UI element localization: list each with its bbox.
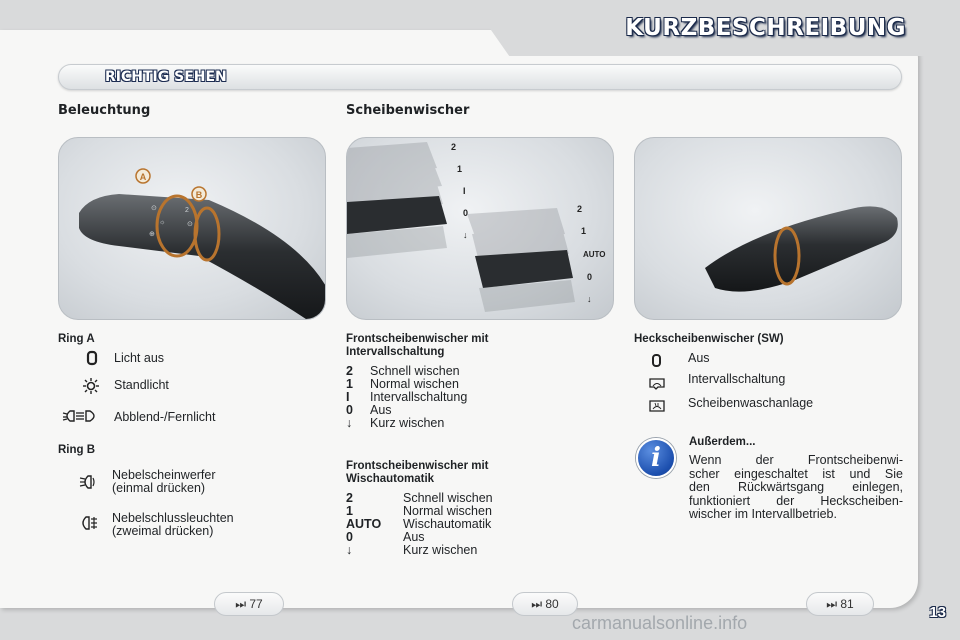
front-interval-title-line1: Frontscheibenwischer mit xyxy=(346,333,489,345)
front-auto-title xyxy=(346,460,489,486)
row-key: 0 xyxy=(346,530,353,544)
mark-top-1: 1 xyxy=(457,164,463,174)
row-text: Normal wischen xyxy=(370,377,459,391)
goto-page-81-button[interactable]: ⏭ 81 xyxy=(806,592,874,616)
rear-washer-icon xyxy=(648,399,666,413)
front-interval-title-line2: Intervallschaltung xyxy=(346,346,445,358)
front-auto-title-line2: Wischautomatik xyxy=(346,473,435,485)
front-fog-line1: Nebelscheinwerfer xyxy=(112,468,216,482)
row-key: I xyxy=(346,390,350,404)
mark-bottom-down: ↓ xyxy=(587,294,592,304)
svg-text:⊙: ⊙ xyxy=(151,205,157,212)
row-text: Schnell wischen xyxy=(370,364,460,378)
row-key: 0 xyxy=(346,403,353,417)
mark-top-i: I xyxy=(463,186,466,196)
row-text: Wischautomatik xyxy=(403,517,492,531)
parking-light-icon xyxy=(82,377,100,395)
ring-a-item-parking: Standlicht xyxy=(114,378,169,392)
mark-top-down: ↓ xyxy=(463,230,468,240)
row-text: Schnell wischen xyxy=(403,491,493,505)
svg-text:2: 2 xyxy=(185,207,189,214)
ring-a-item-beam: Abblend-/Fernlicht xyxy=(114,410,216,424)
rear-fog-line2: (zweimal drücken) xyxy=(112,524,214,538)
rear-item-interval: Intervallschaltung xyxy=(688,372,786,386)
lights-off-icon xyxy=(84,350,100,366)
rear-wiper-off-icon xyxy=(650,353,664,369)
mark-top-0: 0 xyxy=(463,208,469,218)
rear-wiper-illustration xyxy=(635,138,902,320)
mark-bottom-auto: AUTO xyxy=(583,250,606,259)
row-text: Intervallschaltung xyxy=(370,390,468,404)
info-line: Wenn der Frontscheibenwi- xyxy=(689,453,903,467)
mark-bottom-0: 0 xyxy=(587,272,593,282)
row-key: 2 xyxy=(346,491,353,505)
svg-text:☼: ☼ xyxy=(159,219,166,226)
row-key: ↓ xyxy=(346,416,353,430)
front-interval-list xyxy=(346,365,467,430)
mark-bottom-2: 2 xyxy=(577,204,583,214)
ring-b-marker: B xyxy=(195,190,203,200)
front-auto-title-line1: Frontscheibenwischer mit xyxy=(346,460,489,472)
front-wiper-photo xyxy=(346,137,614,320)
section-bar xyxy=(58,64,902,90)
rear-fog-light-icon xyxy=(78,514,98,532)
row-text: Aus xyxy=(403,530,425,544)
mark-top-2: 2 xyxy=(451,142,457,152)
info-icon: i xyxy=(636,438,676,478)
front-interval-title xyxy=(346,333,489,359)
row-text: Normal wischen xyxy=(403,504,492,518)
mark-bottom-1: 1 xyxy=(581,226,587,236)
info-text xyxy=(689,454,903,522)
lighting-stalk-photo xyxy=(58,137,326,320)
front-auto-row xyxy=(346,544,493,557)
row-key: 2 xyxy=(346,364,353,378)
info-line: scher eingeschaltet ist und Sie xyxy=(689,466,903,481)
info-line: wischer im Intervallbetrieb. xyxy=(689,507,837,521)
ring-b-label: Ring B xyxy=(58,444,96,456)
rear-wiper-title: Heckscheibenwischer (SW) xyxy=(634,333,784,345)
watermark: carmanualsonline.info xyxy=(572,613,748,633)
rear-item-off: Aus xyxy=(688,351,710,365)
front-auto-list xyxy=(346,492,493,557)
ring-a-label: Ring A xyxy=(58,333,95,345)
ring-b-item-rear-fog xyxy=(112,512,234,538)
row-key: AUTO xyxy=(346,517,382,531)
info-line: funktioniert der Heckscheiben- xyxy=(689,493,903,508)
front-fog-line2: (einmal drücken) xyxy=(112,481,206,495)
front-interval-row xyxy=(346,391,467,404)
wipers-heading: Scheibenwischer xyxy=(346,103,470,118)
goto-page-80-button[interactable]: ⏭ 80 xyxy=(512,592,578,616)
info-title: Außerdem... xyxy=(689,436,756,448)
ring-a-marker: A xyxy=(139,172,147,182)
front-interval-row xyxy=(346,417,467,430)
row-text: Kurz wischen xyxy=(403,543,478,557)
rear-wiper-interval-icon xyxy=(648,377,666,391)
rear-item-washer: Scheibenwaschanlage xyxy=(688,396,814,410)
section-title: RICHTIG SEHEN xyxy=(105,69,227,85)
ring-a-item-off: Licht aus xyxy=(114,351,165,365)
front-fog-light-icon xyxy=(78,473,98,491)
info-line: den Rückwärtsgang einlegen, xyxy=(689,480,903,494)
lighting-heading: Beleuchtung xyxy=(58,103,151,118)
row-text: Kurz wischen xyxy=(370,416,445,430)
goto-page-77-button[interactable]: ⏭ 77 xyxy=(214,592,284,616)
rear-fog-line1: Nebelschlussleuchten xyxy=(112,511,234,525)
page-number: 13 xyxy=(929,604,946,621)
ring-b-item-front-fog xyxy=(112,469,216,495)
svg-text:⊕: ⊕ xyxy=(149,231,155,238)
row-key: 1 xyxy=(346,504,353,518)
lighting-stalk-illustration xyxy=(59,138,326,320)
row-text: Aus xyxy=(370,403,392,417)
dipped-main-beam-icon xyxy=(62,408,102,424)
rear-wiper-photo xyxy=(634,137,902,320)
row-key: ↓ xyxy=(346,543,353,557)
svg-text:⊙: ⊙ xyxy=(187,221,193,228)
page-title: KURZBESCHREIBUNG xyxy=(625,15,906,41)
front-wiper-illustration xyxy=(347,138,614,320)
row-key: 1 xyxy=(346,377,353,391)
